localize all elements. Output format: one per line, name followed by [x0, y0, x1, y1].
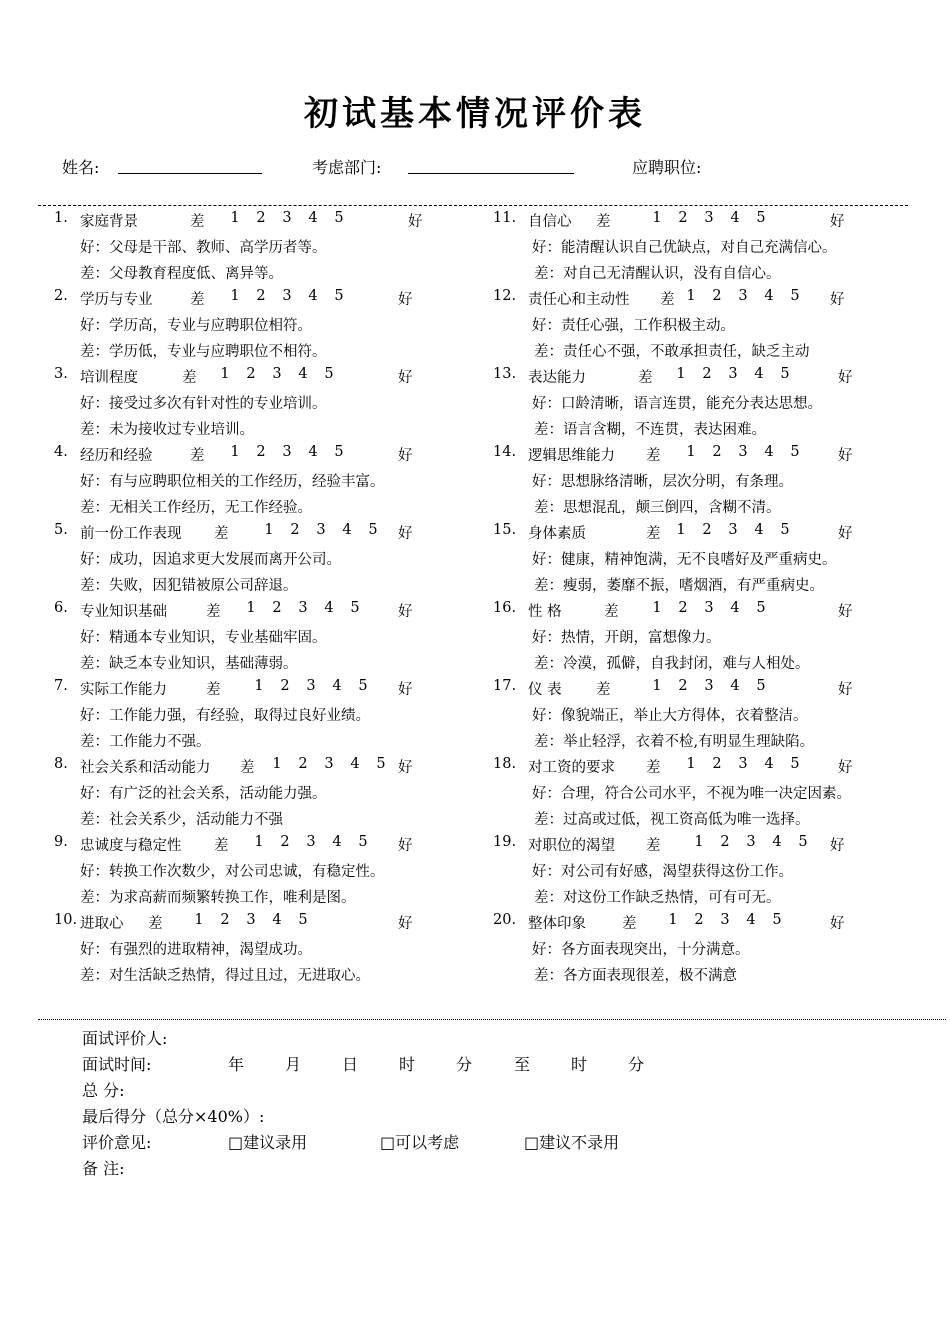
item-good-desc: 好：健康，精神饱满，无不良嗜好及严重病史。: [532, 552, 837, 568]
scale-good-label: 好: [830, 214, 845, 230]
rating-option[interactable]: 5: [324, 366, 334, 382]
rating-scale[interactable]: [222, 288, 352, 304]
scale-good-label: 好: [398, 448, 413, 464]
rating-scale[interactable]: [222, 210, 352, 226]
rating-option[interactable]: 4: [324, 600, 334, 616]
scale-good-label: 好: [398, 292, 413, 308]
rating-scale[interactable]: [678, 288, 808, 304]
item-good-desc: 好：学历高，专业与应聘职位相符。: [80, 318, 312, 334]
item-bad-desc: 差：失败，因犯错被原公司辞退。: [80, 578, 298, 594]
rating-option[interactable]: 3: [728, 522, 738, 538]
rating-option[interactable]: 1: [230, 444, 240, 460]
time-unit-day: 日: [342, 1055, 359, 1074]
scale-good-label: 好: [830, 838, 845, 854]
option-reject-checkbox[interactable]: □建议不录用: [524, 1133, 620, 1152]
item-title: 性 格: [528, 604, 562, 620]
item-title: 自信心: [528, 214, 572, 230]
rating-option[interactable]: 2: [256, 288, 266, 304]
item-title: 实际工作能力: [80, 682, 167, 698]
scale-good-label: 好: [408, 214, 423, 230]
rating-option[interactable]: 3: [282, 444, 292, 460]
item-good-desc: 好：有与应聘职位相关的工作经历，经验丰富。: [80, 474, 385, 490]
item-title: 学历与专业: [80, 292, 153, 308]
rating-option[interactable]: 4: [754, 522, 764, 538]
scale-bad-label: 差: [190, 292, 205, 308]
item-title: 前一份工作表现: [80, 526, 182, 542]
scale-bad-label: 差: [646, 448, 661, 464]
item-bad-desc: 差：父母教育程度低、离异等。: [80, 266, 283, 282]
item-number: 9.: [54, 834, 68, 850]
item-title: 对职位的渴望: [528, 838, 615, 854]
item-good-desc: 好：思想脉络清晰，层次分明，有条理。: [532, 474, 793, 490]
rating-option[interactable]: 3: [704, 678, 714, 694]
rating-option[interactable]: 5: [334, 444, 344, 460]
rating-option[interactable]: 3: [746, 834, 756, 850]
rating-scale[interactable]: [186, 912, 316, 928]
item-bad-desc: 差：对生活缺乏热情，得过且过，无进取心。: [80, 968, 370, 984]
scale-good-label: 好: [838, 448, 853, 464]
item-good-desc: 好：接受过多次有针对性的专业培训。: [80, 396, 327, 412]
item-title: 家庭背景: [80, 214, 138, 230]
scale-good-label: 好: [398, 916, 413, 932]
item-good-desc: 好：工作能力强，有经验，取得过良好业绩。: [80, 708, 370, 724]
scale-good-label: 好: [830, 916, 845, 932]
rating-option[interactable]: 1: [230, 210, 240, 226]
time-unit-hour-end: 时: [571, 1055, 588, 1074]
rating-option[interactable]: 5: [772, 912, 782, 928]
rating-option[interactable]: 2: [290, 522, 300, 538]
rating-option[interactable]: 5: [780, 522, 790, 538]
rating-option[interactable]: 2: [256, 444, 266, 460]
rating-option[interactable]: 3: [282, 288, 292, 304]
item-bad-desc: 差：社会关系少，活动能力不强: [80, 812, 283, 828]
rating-option[interactable]: 2: [246, 366, 256, 382]
rating-option[interactable]: 3: [728, 366, 738, 382]
item-good-desc: 好：像貌端正，举止大方得体，衣着整洁。: [532, 708, 808, 724]
item-good-desc: 好：热情，开朗，富想像力。: [532, 630, 721, 646]
rating-option[interactable]: 1: [652, 600, 662, 616]
rating-option[interactable]: 2: [298, 756, 308, 772]
rating-scale[interactable]: [256, 522, 386, 538]
rating-option[interactable]: 1: [264, 522, 274, 538]
rating-option[interactable]: 4: [350, 756, 360, 772]
rating-option[interactable]: 4: [308, 444, 318, 460]
rating-option[interactable]: 2: [712, 288, 722, 304]
item-title: 整体印象: [528, 916, 586, 932]
rating-option[interactable]: 5: [798, 834, 808, 850]
item-number: 11.: [493, 210, 517, 226]
rating-scale[interactable]: [644, 678, 774, 694]
item-good-desc: 好：有广泛的社会关系，活动能力强。: [80, 786, 327, 802]
rating-option[interactable]: 5: [334, 210, 344, 226]
scale-bad-label: 差: [660, 292, 675, 308]
rating-scale[interactable]: [238, 600, 368, 616]
rating-option[interactable]: 4: [298, 366, 308, 382]
scale-bad-label: 差: [214, 838, 229, 854]
scale-bad-label: 差: [190, 448, 205, 464]
item-title: 逻辑思维能力: [528, 448, 615, 464]
item-number: 3.: [54, 366, 68, 382]
rating-scale[interactable]: [644, 210, 774, 226]
scale-bad-label: 差: [206, 682, 221, 698]
rating-scale[interactable]: [246, 678, 376, 694]
scale-bad-label: 差: [240, 760, 255, 776]
item-title: 对工资的要求: [528, 760, 615, 776]
scale-good-label: 好: [838, 604, 853, 620]
dept-field[interactable]: [408, 173, 574, 174]
scale-bad-label: 差: [190, 214, 205, 230]
rating-option[interactable]: 4: [754, 366, 764, 382]
rating-option[interactable]: 1: [652, 678, 662, 694]
scale-bad-label: 差: [646, 526, 661, 542]
scale-good-label: 好: [838, 370, 853, 386]
rating-option[interactable]: 5: [756, 600, 766, 616]
item-number: 7.: [54, 678, 68, 694]
rating-option[interactable]: 1: [220, 366, 230, 382]
rating-option[interactable]: 4: [772, 834, 782, 850]
rating-option[interactable]: 3: [282, 210, 292, 226]
item-title: 社会关系和活动能力: [80, 760, 211, 776]
scale-good-label: 好: [398, 604, 413, 620]
rating-option[interactable]: 3: [272, 366, 282, 382]
rating-option[interactable]: 3: [704, 600, 714, 616]
time-unit-to: 至: [514, 1055, 531, 1074]
rating-option[interactable]: 3: [704, 210, 714, 226]
scale-bad-label: 差: [182, 370, 197, 386]
remarks-label: 备 注:: [82, 1159, 125, 1178]
rating-scale[interactable]: [222, 444, 352, 460]
rating-option[interactable]: 4: [764, 756, 774, 772]
rating-option[interactable]: 5: [368, 522, 378, 538]
scale-bad-label: 差: [638, 370, 653, 386]
rating-option[interactable]: 3: [246, 912, 256, 928]
name-field[interactable]: [118, 173, 262, 174]
item-title: 责任心和主动性: [528, 292, 630, 308]
item-title: 表达能力: [528, 370, 586, 386]
rating-option[interactable]: 3: [738, 756, 748, 772]
item-good-desc: 好：各方面表现突出，十分满意。: [532, 942, 750, 958]
rating-option[interactable]: 5: [790, 756, 800, 772]
item-good-desc: 好：责任心强，工作积极主动。: [532, 318, 735, 334]
item-good-desc: 好：能清醒认识自己优缺点，对自己充满信心。: [532, 240, 837, 256]
item-bad-desc: 差：各方面表现很差，极不满意: [534, 968, 737, 984]
scale-good-label: 好: [838, 682, 853, 698]
page-title: 初试基本情况评价表: [304, 94, 646, 134]
scale-good-label: 好: [830, 292, 845, 308]
rating-option[interactable]: 2: [702, 522, 712, 538]
item-number: 6.: [54, 600, 68, 616]
rating-option[interactable]: 2: [280, 834, 290, 850]
scale-good-label: 好: [838, 760, 853, 776]
item-number: 18.: [493, 756, 517, 772]
scale-bad-label: 差: [646, 760, 661, 776]
rating-option[interactable]: 1: [686, 288, 696, 304]
rating-option[interactable]: 5: [780, 366, 790, 382]
item-number: 10.: [54, 912, 78, 928]
rating-option[interactable]: 3: [738, 288, 748, 304]
rating-option[interactable]: 3: [324, 756, 334, 772]
item-title: 进取心: [80, 916, 124, 932]
final-score-label: 最后得分（总分×40%）:: [82, 1107, 265, 1126]
item-number: 19.: [493, 834, 517, 850]
rating-option[interactable]: 2: [694, 912, 704, 928]
rating-option[interactable]: 1: [676, 366, 686, 382]
rating-option[interactable]: 4: [272, 912, 282, 928]
item-bad-desc: 差：为求高薪而频繁转换工作，唯利是图。: [80, 890, 356, 906]
rating-option[interactable]: 2: [220, 912, 230, 928]
item-good-desc: 好：合理，符合公司水平，不视为唯一决定因素。: [532, 786, 851, 802]
rating-option[interactable]: 2: [702, 366, 712, 382]
rating-option[interactable]: 1: [272, 756, 282, 772]
item-number: 15.: [493, 522, 517, 538]
rating-option[interactable]: 4: [730, 210, 740, 226]
item-number: 8.: [54, 756, 68, 772]
rating-option[interactable]: 5: [790, 288, 800, 304]
rating-scale[interactable]: [246, 834, 376, 850]
rating-option[interactable]: 2: [720, 834, 730, 850]
rating-option[interactable]: 2: [256, 210, 266, 226]
rating-option[interactable]: 5: [350, 600, 360, 616]
rating-option[interactable]: 2: [272, 600, 282, 616]
scale-bad-label: 差: [622, 916, 637, 932]
item-bad-desc: 差：对这份工作缺乏热情，可有可无。: [534, 890, 781, 906]
rating-option[interactable]: 1: [254, 678, 264, 694]
rating-scale[interactable]: [678, 444, 808, 460]
rating-option[interactable]: 4: [332, 678, 342, 694]
item-number: 12.: [493, 288, 517, 304]
item-bad-desc: 差：举止轻浮，衣着不检,有明显生理缺陷。: [534, 734, 815, 750]
rating-scale[interactable]: [686, 834, 816, 850]
scale-bad-label: 差: [596, 214, 611, 230]
rating-scale[interactable]: [264, 756, 394, 772]
scale-bad-label: 差: [206, 604, 221, 620]
item-bad-desc: 差：瘦弱，萎靡不振，嗜烟酒，有严重病史。: [534, 578, 824, 594]
rating-option[interactable]: 2: [678, 678, 688, 694]
scale-bad-label: 差: [604, 604, 619, 620]
rating-option[interactable]: 2: [712, 756, 722, 772]
time-unit-minute-end: 分: [628, 1055, 645, 1074]
rating-option[interactable]: 4: [332, 834, 342, 850]
rating-option[interactable]: 3: [738, 444, 748, 460]
rating-option[interactable]: 5: [756, 678, 766, 694]
rating-option[interactable]: 1: [254, 834, 264, 850]
scale-bad-label: 差: [596, 682, 611, 698]
evaluator-label: 面试评价人:: [82, 1029, 168, 1048]
scale-bad-label: 差: [646, 838, 661, 854]
rating-option[interactable]: 4: [342, 522, 352, 538]
item-bad-desc: 差：缺乏本专业知识，基础薄弱。: [80, 656, 298, 672]
item-number: 20.: [493, 912, 517, 928]
rating-option[interactable]: 2: [678, 210, 688, 226]
rating-option[interactable]: 5: [358, 678, 368, 694]
item-number: 13.: [493, 366, 517, 382]
rating-option[interactable]: 4: [730, 678, 740, 694]
rating-option[interactable]: 4: [764, 444, 774, 460]
item-bad-desc: 差：思想混乱，颠三倒四，含糊不清。: [534, 500, 781, 516]
rating-option[interactable]: 1: [676, 522, 686, 538]
rating-option[interactable]: 4: [746, 912, 756, 928]
item-bad-desc: 差：过高或过低，视工资高低为唯一选择。: [534, 812, 810, 828]
rating-option[interactable]: 3: [316, 522, 326, 538]
item-bad-desc: 差：责任心不强，不敢承担责任，缺乏主动: [534, 344, 810, 360]
rating-option[interactable]: 4: [308, 210, 318, 226]
item-title: 仪 表: [528, 682, 562, 698]
rating-option[interactable]: 5: [298, 912, 308, 928]
rating-scale[interactable]: [660, 912, 790, 928]
scale-good-label: 好: [398, 760, 413, 776]
item-title: 忠诚度与稳定性: [80, 838, 182, 854]
item-number: 1.: [54, 210, 68, 226]
item-bad-desc: 差：语言含糊，不连贯，表达困难。: [534, 422, 766, 438]
rating-option[interactable]: 5: [358, 834, 368, 850]
rating-option[interactable]: 1: [686, 756, 696, 772]
item-bad-desc: 差：对自己无清醒认识，没有自信心。: [534, 266, 781, 282]
item-number: 4.: [54, 444, 68, 460]
rating-option[interactable]: 1: [194, 912, 204, 928]
rating-scale[interactable]: [644, 600, 774, 616]
total-label: 总 分:: [82, 1081, 125, 1100]
rating-option[interactable]: 3: [720, 912, 730, 928]
item-bad-desc: 差：工作能力不强。: [80, 734, 211, 750]
option-recommend-checkbox[interactable]: □建议录用: [228, 1133, 308, 1152]
item-bad-desc: 差：未为接收过专业培训。: [80, 422, 254, 438]
item-title: 培训程度: [80, 370, 138, 386]
item-good-desc: 好：精通本专业知识，专业基础牢固。: [80, 630, 327, 646]
rating-scale[interactable]: [668, 366, 798, 382]
rating-option[interactable]: 1: [686, 444, 696, 460]
rating-option[interactable]: 5: [334, 288, 344, 304]
rating-option[interactable]: 2: [678, 600, 688, 616]
opinion-label: 评价意见:: [82, 1133, 152, 1152]
rating-scale[interactable]: [212, 366, 342, 382]
rating-option[interactable]: 2: [712, 444, 722, 460]
position-label: 应聘职位:: [632, 158, 702, 177]
scale-good-label: 好: [398, 838, 413, 854]
item-good-desc: 好：转换工作次数少，对公司忠诚，有稳定性。: [80, 864, 385, 880]
time-label: 面试时间:: [82, 1055, 152, 1074]
item-good-desc: 好：口龄清晰，语言连贯，能充分表达思想。: [532, 396, 822, 412]
scale-good-label: 好: [398, 370, 413, 386]
item-number: 16.: [493, 600, 517, 616]
item-number: 14.: [493, 444, 517, 460]
item-good-desc: 好：有强烈的进取精神，渴望成功。: [80, 942, 312, 958]
rating-scale[interactable]: [678, 756, 808, 772]
item-bad-desc: 差：学历低，专业与应聘职位不相符。: [80, 344, 327, 360]
time-unit-month: 月: [285, 1055, 302, 1074]
bottom-divider: [38, 1019, 946, 1020]
item-title: 经历和经验: [80, 448, 153, 464]
rating-option[interactable]: 1: [246, 600, 256, 616]
time-unit-hour: 时: [399, 1055, 416, 1074]
rating-option[interactable]: 3: [298, 600, 308, 616]
rating-option[interactable]: 3: [306, 834, 316, 850]
item-title: 身体素质: [528, 526, 586, 542]
time-unit-minute: 分: [456, 1055, 473, 1074]
option-consider-checkbox[interactable]: □可以考虑: [380, 1133, 460, 1152]
scale-good-label: 好: [398, 682, 413, 698]
item-bad-desc: 差：无相关工作经历，无工作经验。: [80, 500, 312, 516]
dept-label: 考虑部门:: [312, 158, 382, 177]
rating-option[interactable]: 4: [730, 600, 740, 616]
top-divider: [38, 205, 908, 206]
item-good-desc: 好：对公司有好感，渴望获得这份工作。: [532, 864, 793, 880]
name-label: 姓名:: [62, 158, 100, 177]
rating-option[interactable]: 5: [376, 756, 386, 772]
time-unit-year: 年: [228, 1055, 245, 1074]
item-number: 17.: [493, 678, 517, 694]
scale-good-label: 好: [398, 526, 413, 542]
item-good-desc: 好：成功，因追求更大发展而离开公司。: [80, 552, 341, 568]
item-title: 专业知识基础: [80, 604, 167, 620]
item-number: 5.: [54, 522, 68, 538]
rating-option[interactable]: 1: [652, 210, 662, 226]
scale-good-label: 好: [838, 526, 853, 542]
rating-option[interactable]: 4: [308, 288, 318, 304]
rating-option[interactable]: 1: [694, 834, 704, 850]
rating-scale[interactable]: [668, 522, 798, 538]
rating-option[interactable]: 5: [790, 444, 800, 460]
rating-option[interactable]: 4: [764, 288, 774, 304]
rating-option[interactable]: 3: [306, 678, 316, 694]
item-bad-desc: 差：冷漠，孤僻，自我封闭，难与人相处。: [534, 656, 810, 672]
rating-option[interactable]: 5: [756, 210, 766, 226]
rating-option[interactable]: 1: [668, 912, 678, 928]
item-number: 2.: [54, 288, 68, 304]
item-good-desc: 好：父母是干部、教师、高学历者等。: [80, 240, 327, 256]
rating-option[interactable]: 2: [280, 678, 290, 694]
rating-option[interactable]: 1: [230, 288, 240, 304]
scale-bad-label: 差: [214, 526, 229, 542]
scale-bad-label: 差: [148, 916, 163, 932]
